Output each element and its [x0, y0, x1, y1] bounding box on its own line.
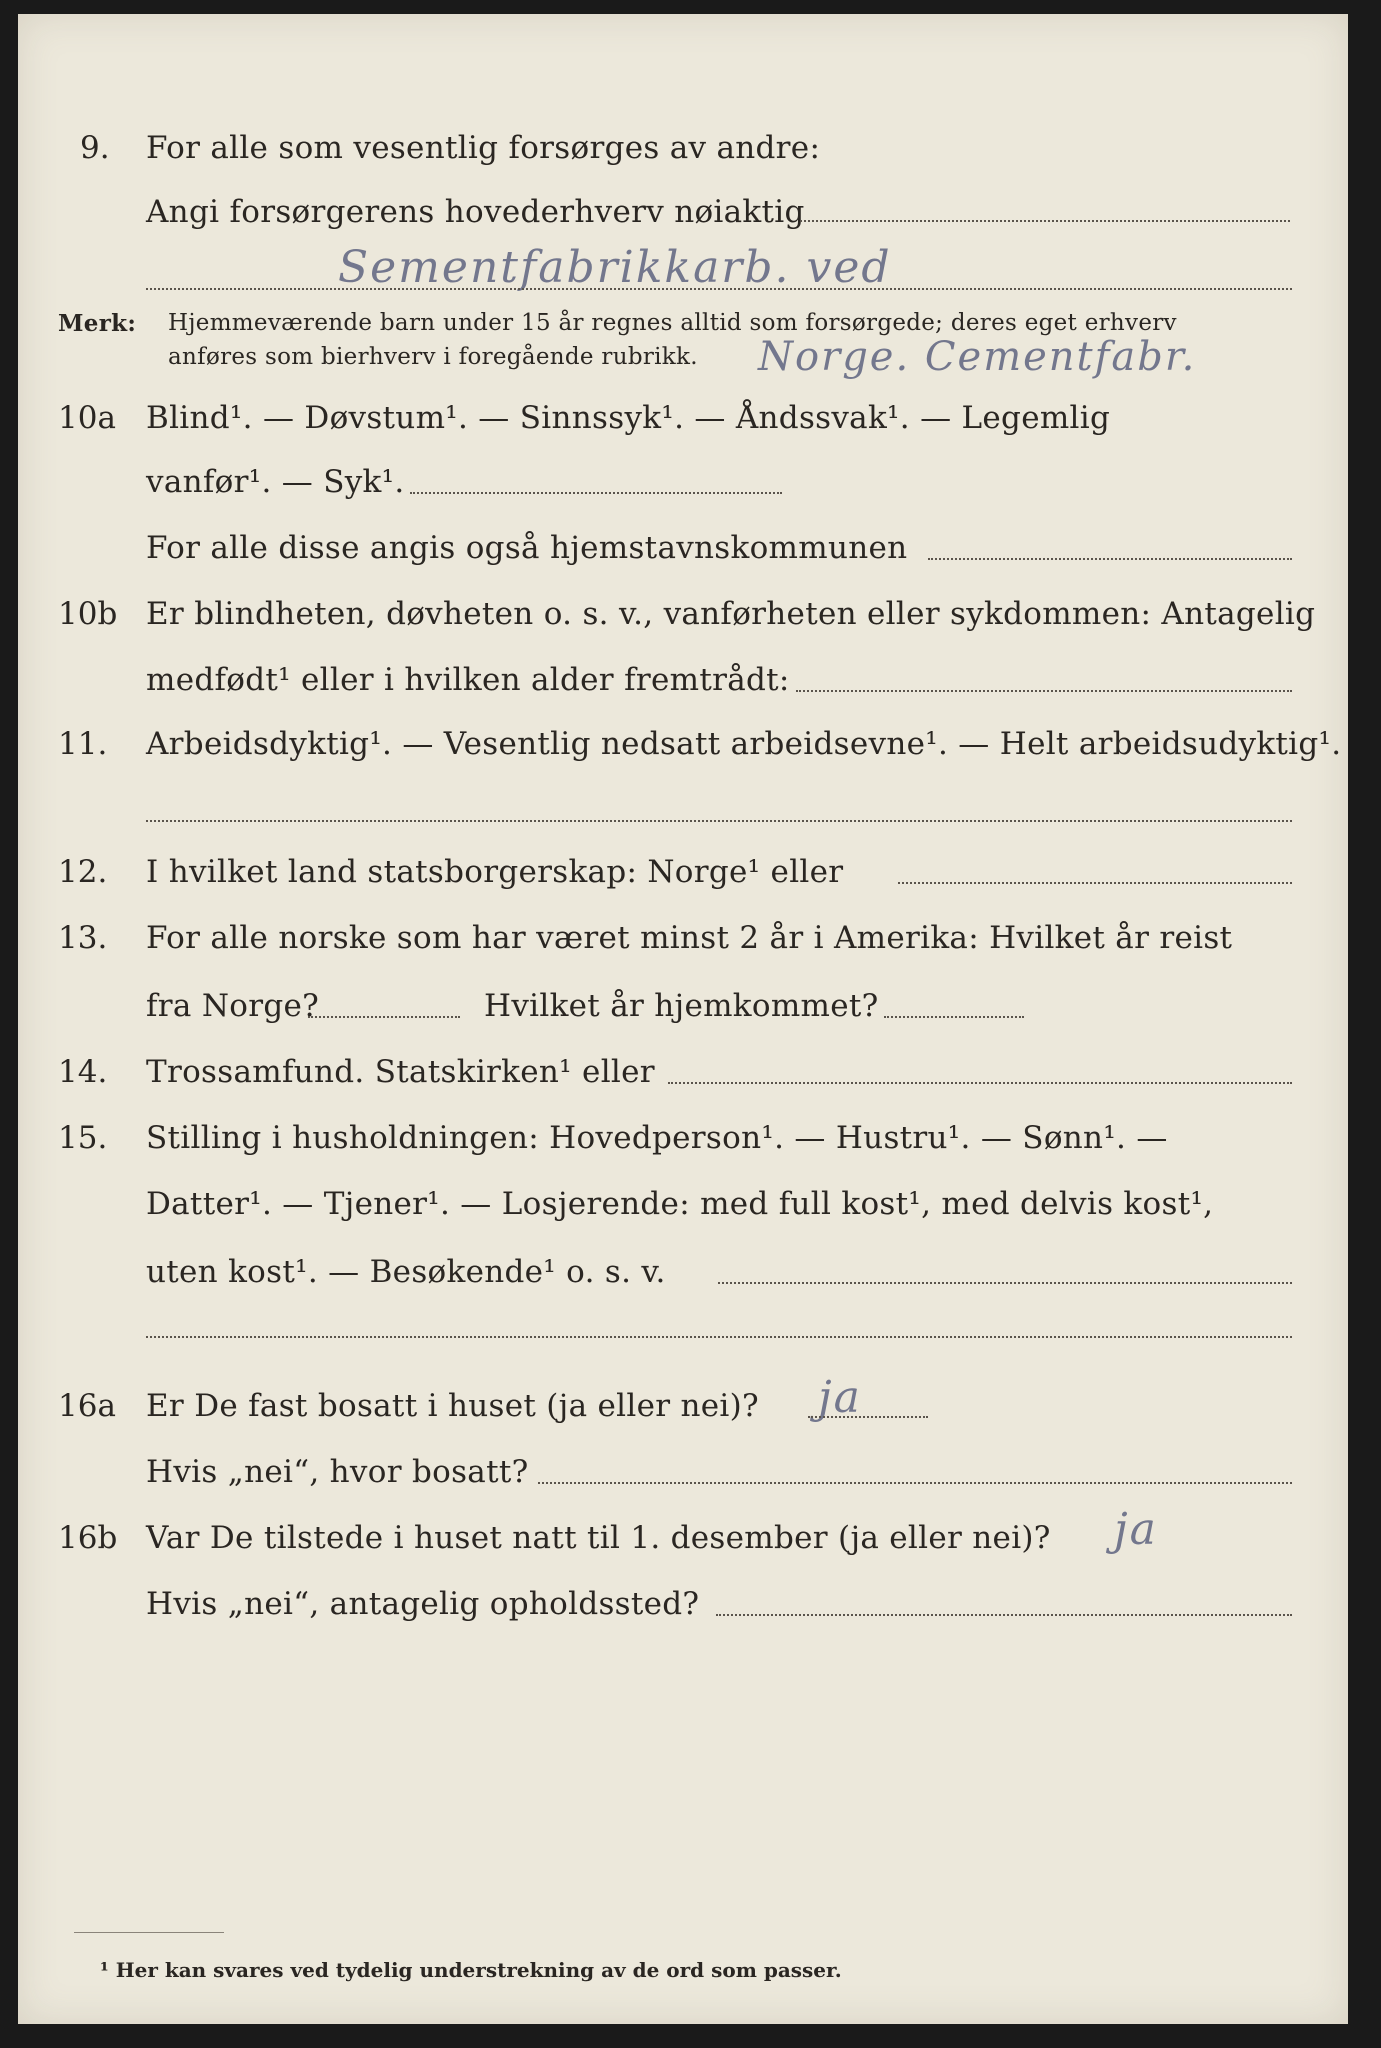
q16a-handwritten-answer: ja: [818, 1372, 862, 1423]
merk-label: Merk:: [58, 310, 137, 337]
merk-line2: anføres som bierhverv i foregående rubrikk.: [168, 344, 698, 370]
q14-number: 14.: [58, 1054, 108, 1090]
q10b-dotted-line: [796, 690, 1292, 692]
q10a-dotted-line1: [410, 492, 782, 494]
q12-number: 12.: [58, 854, 108, 890]
q15-line1: Stilling i husholdningen: Hovedperson¹. — Hustru¹. — Sønn¹. —: [146, 1120, 1168, 1156]
merk-line1: Hjemmeværende barn under 15 år regnes alltid som forsørgede; deres eget erhverv: [168, 310, 1177, 336]
q13-dotted-line1: [308, 1016, 460, 1018]
q16b-line1: Var De tilstede i huset natt til 1. desember (ja eller nei)?: [146, 1520, 1051, 1556]
q13-line2a: fra Norge?: [146, 988, 320, 1024]
q14-dotted-line: [668, 1082, 1292, 1084]
q16a-line1: Er De fast bosatt i huset (ja eller nei)?: [146, 1388, 759, 1424]
q13-dotted-line2: [884, 1016, 1024, 1018]
q11-number: 11.: [58, 726, 108, 762]
q9-line1: For alle som vesentlig forsørges av andre:: [146, 130, 821, 166]
q16a-dotted-line2: [538, 1482, 1292, 1484]
q9-dotted-line: [800, 220, 1290, 222]
q10a-number: 10a: [58, 400, 116, 436]
q10a-line2: vanfør¹. — Syk¹.: [146, 464, 405, 500]
census-form-page: [18, 14, 1348, 2024]
q10a-dotted-line2: [928, 558, 1292, 560]
q11-line1: Arbeidsdyktig¹. — Vesentlig nedsatt arbeidsevne¹. — Helt arbeidsudyktig¹.: [146, 726, 1342, 762]
q9-number: 9.: [80, 130, 110, 166]
q10a-line1: Blind¹. — Døvstum¹. — Sinnssyk¹. — Åndssvak¹. — Legemlig: [146, 400, 1111, 436]
q10a-line3: For alle disse angis også hjemstavnskommunen: [146, 530, 908, 566]
q16b-dotted-line: [716, 1614, 1292, 1616]
q10b-line2: medfødt¹ eller i hvilken alder fremtrådt:: [146, 662, 790, 698]
q12-dotted-line: [898, 882, 1292, 884]
q16b-number: 16b: [58, 1520, 118, 1556]
q16a-dotted-line1: [808, 1416, 928, 1418]
q15-dotted-line1: [718, 1282, 1292, 1284]
q15-dotted-line2: [146, 1336, 1292, 1338]
q15-line2: Datter¹. — Tjener¹. — Losjerende: med full kost¹, med delvis kost¹,: [146, 1186, 1214, 1222]
q13-number: 13.: [58, 920, 108, 956]
q16b-handwritten-answer: ja: [1114, 1504, 1158, 1555]
q15-number: 15.: [58, 1120, 108, 1156]
q10b-number: 10b: [58, 596, 118, 632]
q16a-line2: Hvis „nei“, hvor bosatt?: [146, 1454, 529, 1490]
footnote-text: ¹ Her kan svares ved tydelig understrekning av de ord som passer.: [100, 1958, 842, 1982]
q9-answer-line: [146, 288, 1292, 290]
merk-handwritten-answer: Norge. Cementfabr.: [758, 334, 1197, 380]
q16a-number: 16a: [58, 1388, 116, 1424]
q10b-line1: Er blindheten, døvheten o. s. v., vanførheten eller sykdommen: Antagelig: [146, 596, 1316, 632]
q15-line3: uten kost¹. — Besøkende¹ o. s. v.: [146, 1254, 666, 1290]
footnote-rule: [74, 1932, 224, 1933]
q12-line1: I hvilket land statsborgerskap: Norge¹ eller: [146, 854, 844, 890]
q9-handwritten-answer: Sementfabrikkarb. ved: [338, 242, 892, 293]
q14-line1: Trossamfund. Statskirken¹ eller: [146, 1054, 655, 1090]
q9-line2: Angi forsørgerens hovederhverv nøiaktig: [146, 194, 805, 230]
q11-dotted-line: [146, 820, 1292, 822]
q13-line1: For alle norske som har været minst 2 år i Amerika: Hvilket år reist: [146, 920, 1233, 956]
q13-line2b: Hvilket år hjemkommet?: [484, 988, 879, 1024]
q16b-line2: Hvis „nei“, antagelig opholdssted?: [146, 1586, 700, 1622]
